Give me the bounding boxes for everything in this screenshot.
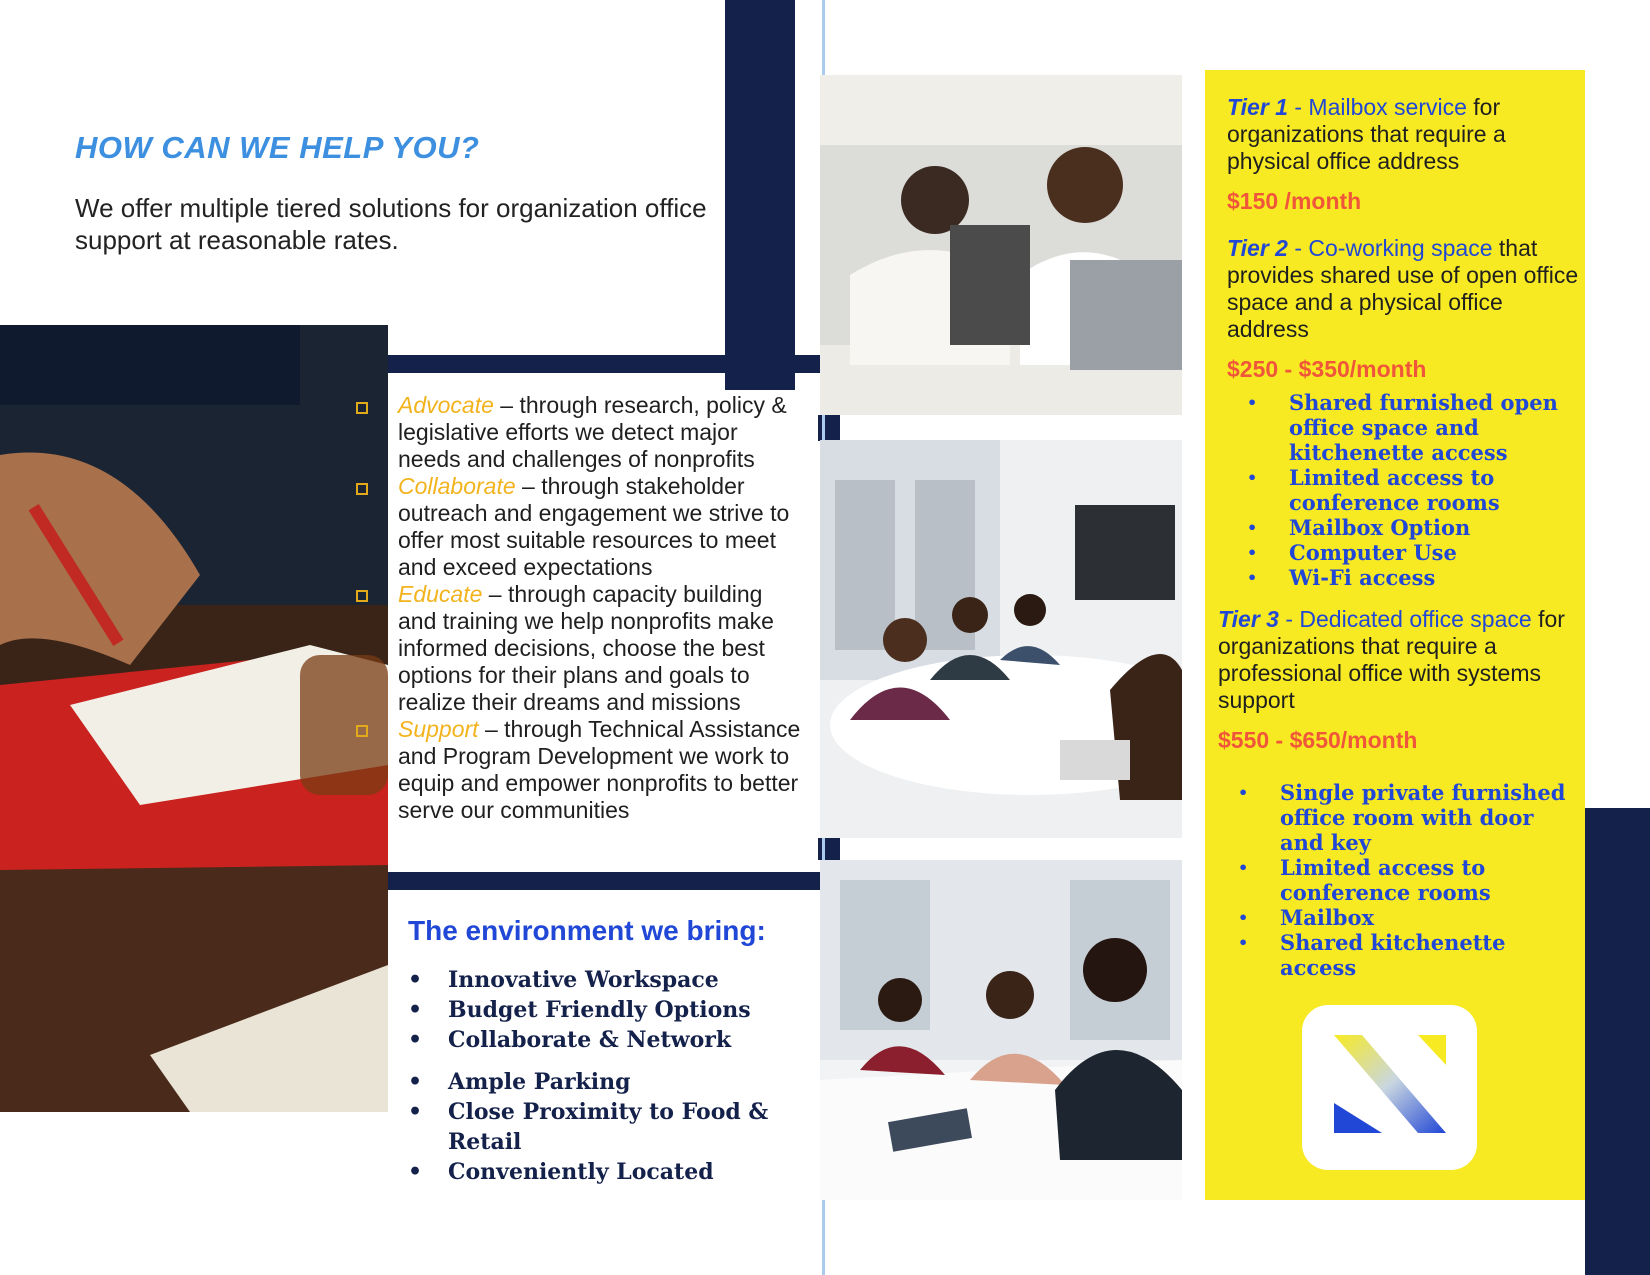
service-text: – through capacity building and training we help nonprofits make informed decisions, choose the best options for their plans and goals to realize their dreams and missions: [398, 581, 774, 715]
service-item-advocate: [398, 392, 803, 473]
bullet-square-icon: [356, 483, 368, 495]
tier-desc: that provides shared use of open office space and a physical office address: [1227, 235, 1579, 342]
photo-meeting-women: [820, 860, 1182, 1200]
tier-3-price: $550 - $650/month: [1218, 727, 1418, 753]
environment-item: • Ample Parking: [408, 1067, 778, 1097]
service-text: – through stakeholder outreach and engagement we strive to offer most suitable resources to meet and exceed expectations: [398, 473, 790, 580]
tier-separator: -: [1287, 94, 1309, 120]
intro-text: We offer multiple tiered solutions for organization office support at reasonable rates.: [75, 193, 707, 255]
services-list: [398, 392, 803, 824]
brand-logo: [1302, 1005, 1477, 1170]
tier-feature: • Mailbox Option: [1247, 515, 1582, 540]
tier-name: Tier 2: [1227, 235, 1288, 261]
tier-separator: -: [1278, 606, 1300, 632]
tier-feature: • Computer Use: [1247, 540, 1582, 565]
tier-feature: • Wi-Fi access: [1247, 565, 1582, 590]
tier-feature: • Limited access to conference rooms: [1238, 855, 1573, 905]
tier-2-description: [1227, 235, 1582, 343]
service-keyword: Advocate: [398, 392, 494, 418]
environment-list: [408, 965, 778, 1187]
service-keyword: Collaborate: [398, 473, 516, 499]
tier-feature: • Shared kitchenette access: [1238, 930, 1573, 980]
navy-bar-vertical-top: [725, 0, 795, 390]
page-headline: HOW CAN WE HELP YOU?: [75, 130, 480, 165]
photo-conference-table: [820, 440, 1182, 838]
tier-1-price: $150 /month: [1227, 188, 1362, 214]
environment-item: • Innovative Workspace: [408, 965, 778, 995]
tier-feature: • Limited access to conference rooms: [1247, 465, 1582, 515]
tier-1-description: [1227, 94, 1557, 175]
service-keyword: Educate: [398, 581, 483, 607]
service-item-educate: [398, 581, 803, 716]
tier-3-description: [1218, 606, 1578, 714]
tier-separator: -: [1287, 235, 1309, 261]
tier-service: Co-working space: [1308, 235, 1493, 261]
environment-item: • Close Proximity to Food & Retail: [408, 1097, 778, 1157]
tier-name: Tier 1: [1227, 94, 1288, 120]
tier-feature: • Mailbox: [1238, 905, 1573, 930]
service-keyword: Support: [398, 716, 479, 742]
bullet-square-icon: [356, 402, 368, 414]
tier-desc: for organizations that require a physical office address: [1227, 94, 1506, 174]
tier-service: Mailbox service: [1308, 94, 1467, 120]
tier-2-features: [1247, 390, 1582, 590]
service-text: – through research, policy & legislative efforts we detect major needs and challenges of nonprofits: [398, 392, 787, 472]
environment-item: • Collaborate & Network: [408, 1025, 778, 1055]
photo-office-two-people: [820, 75, 1182, 415]
service-text: – through Technical Assistance and Program Development we work to equip and empower nonprofits to better serve our communities: [398, 716, 801, 823]
photo-writing-notebook: [0, 325, 388, 1112]
tier-name: Tier 3: [1218, 606, 1279, 632]
environment-item: • Conveniently Located: [408, 1157, 778, 1187]
service-item-collaborate: [398, 473, 803, 581]
tier-3-features: [1238, 780, 1573, 980]
logo-n-icon: [1302, 1005, 1477, 1170]
tier-2-price: $250 - $350/month: [1227, 356, 1427, 382]
bullet-square-icon: [356, 725, 368, 737]
navy-bar-right: [1585, 808, 1650, 1275]
service-item-support: [398, 716, 803, 824]
bullet-square-icon: [356, 590, 368, 602]
environment-title: The environment we bring:: [408, 915, 766, 946]
tier-feature: • Single private furnished office room with door and key: [1238, 780, 1573, 855]
environment-item: • Budget Friendly Options: [408, 995, 778, 1025]
tier-desc: for organizations that require a professional office with systems support: [1218, 606, 1565, 713]
tier-service: Dedicated office space: [1299, 606, 1532, 632]
tier-feature: • Shared furnished open office space and kitchenette access: [1247, 390, 1582, 465]
